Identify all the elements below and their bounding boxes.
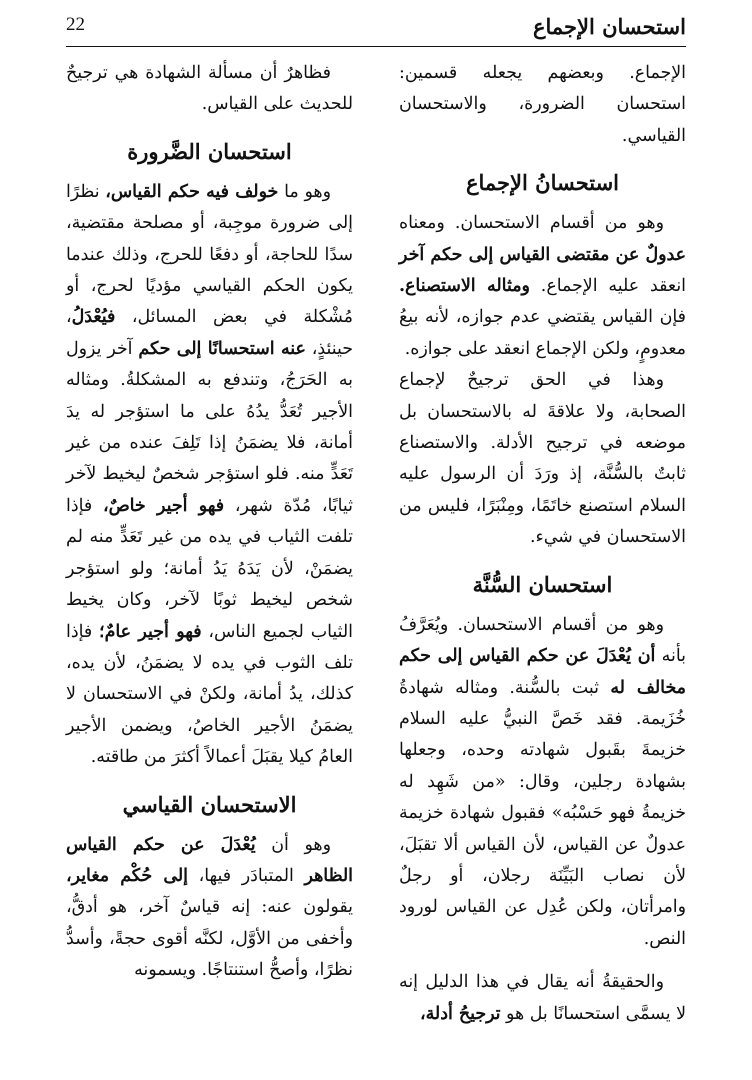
section-heading-qiyasi: الاستحسان القياسي: [122, 791, 297, 817]
text-run: انعقد عليه الإجماع.: [529, 276, 686, 297]
text-run: ، حينئذٍ،: [66, 307, 354, 359]
running-title: استحسان الإجماع: [532, 14, 686, 39]
section-heading-darura: استحسان الضَّرورة: [127, 138, 292, 164]
bold-run: فيُعْدَلُ: [71, 307, 116, 328]
text-run: آخر يزول به الحَرَجُ، وتندفع به المشكلةُ. ومثاله الأجير تُعَدُّ يدُهُ على ما استؤجر له يدَ أمانة، فلا يضمَنُ إذا تَلِفَ عنده من غير تَعَدٍّ منه. فلو استؤجر شخصٌ ليخيط لآخر ثيابًا، مُدّة شهر،: [66, 338, 353, 516]
left-column: [66, 58, 353, 987]
paragraph-intro: الإجماع. وبعضهم يجعله قسمين: استحسان الضرورة، والاستحسان القياسي.: [399, 63, 686, 146]
text-run: وهو من أقسام الاستحسان. ويُعَرَّفُ بأنه: [399, 614, 686, 667]
bold-run: فهو أجير عامٌ؛: [99, 621, 202, 642]
text-run: المتبادَر فيها،: [187, 865, 305, 886]
text-run: وهو أن: [255, 834, 332, 855]
running-header: [66, 8, 686, 48]
page-number: 22: [66, 14, 85, 35]
text-run: نظرًا إلى ضرورة موجِبة، أو مصلحة مقتضية، سدًا للحاجة، أو دفعًا للحرج، وذلك عندما يكون الحكم القياسي مؤديًا لحرج، أو مُشْكلة في بعض المسائل،: [66, 181, 353, 328]
paragraph-ijma-definition: [399, 208, 686, 365]
bold-run: ترجيحُ أدلة،: [420, 1003, 501, 1024]
bold-run: يُعْدَلَ عن حكم القياس الظاهر: [66, 834, 353, 886]
bold-run: إلى حُكْم مغاير،: [66, 865, 188, 886]
bold-run: ومثاله الاستصناع.: [399, 276, 530, 297]
text-run: فإن القياس يقتضي عدم جوازه، لأنه بيعُ معدومٍ، ولكن الإجماع انعقد على جوازه.: [399, 307, 686, 359]
header-divider: [66, 46, 686, 47]
text-run: والحقيقةُ أنه يقال في هذا الدليل إنه لا يسمَّى استحسانًا بل هو: [399, 972, 686, 1024]
paragraph-sunna-definition: [399, 610, 686, 955]
paragraph-darura: [66, 177, 353, 774]
text-run: فإذا تلفت الثياب في يده من غير تَعَدٍّ منه لم يضمَنْ، لأن يَدَهُ يَدُ أمانة؛ ولو استؤجر شخص ليخيط ثوبًا لآخر، وكان يخيط الثياب لجميع الناس،: [66, 495, 353, 642]
text-run: ثبت بالسُّنة. ومثاله شهادةُ خُزَيمة. فقد خَصَّ النبيُّ عليه السلام خزيمةَ بقَبول شهادته وحده، وجعلها بشهادة رجلين، وقال: «من شَهِد له خزيمةُ فهو حَسْبُه» فقبول شهادة خزيمة عدولٌ عن القياس، لأن القياس ألا تقبَلَ، لأن نصاب البَيِّنَة رجلان، أو رجلٌ وامرأتان، ولكن عُدِل عن القياس لورود النص.: [399, 677, 686, 949]
paragraph-qiyasi: [66, 830, 353, 987]
paragraph-sunna-note: [399, 967, 686, 1030]
bold-run: عدولٌ عن مقتضى القياس إلى حكم آخر: [399, 244, 686, 265]
text-run: يقولون عنه: إنه قياسٌ آخر، هو أدقُّ، وأخفى من الأوَّل، لكنَّه أقوى حجةً، وأسدُّ نظرًا، وأصحُّ استنتاجًا. ويسمونه: [66, 897, 353, 981]
text-run: وهو من أقسام الاستحسان. ومعناه: [399, 213, 664, 234]
paragraph-continuation: فظاهرٌ أن مسألة الشهادة هي ترجيحٌ للحديث على القياس.: [66, 63, 353, 115]
bold-run: خولف فيه حكم القياس،: [105, 181, 279, 202]
paragraph-ijma-note: وهذا في الحق ترجيحٌ لإجماع الصحابة، ولا علاقةَ له بالاستحسان بل موضعه في ترجيح الأدلة. والاستصناع ثابتٌ بالسُّنَّة، إذ ورَدَ أن الرسول عليه السلام استصنع خاتَمًا، ومِنْبَرًا، فليس من الاستحسان في شيء.: [399, 370, 686, 548]
bold-run: عنه استحسانًا إلى حكم: [138, 338, 306, 359]
section-heading-ijma: استحسانُ الإجماع: [465, 170, 620, 196]
right-column: [399, 58, 686, 1030]
text-run: فإذا تلف الثوب في يده لا يضمَنُ، لأن يده، كذلك، يدُ أمانة، ولكنْ في الاستحسان لا يضمَنُ الأجير الخاصُ، ويضمن الأجير العامُ كيلا يقبَلَ أعمالاً أكثرَ من طاقته.: [66, 621, 353, 768]
bold-run: أن يُعْدَلَ عن حكم القياس إلى حكم مخالف له: [399, 646, 686, 698]
text-run: وهو ما: [278, 181, 331, 202]
bold-run: فهو أجير خاصٌ،: [103, 495, 225, 516]
section-heading-sunna: استحسان السُّنَّة: [472, 571, 613, 597]
